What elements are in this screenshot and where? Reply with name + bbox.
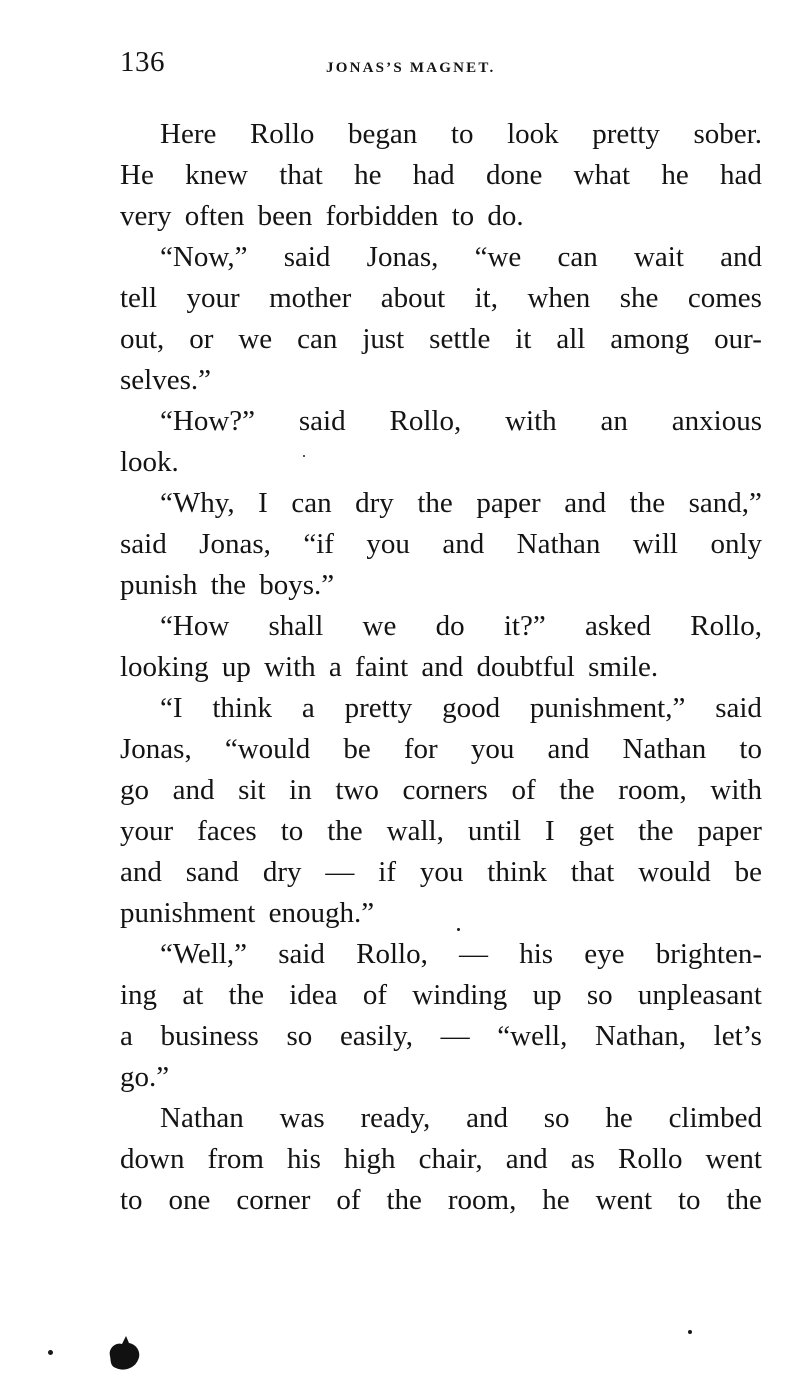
- text-line: a business so easily, — “well, Nathan, let’s: [120, 1020, 762, 1052]
- print-speck: [457, 928, 460, 931]
- text-line: punish the boys.”: [120, 569, 335, 601]
- text-line: Nathan was ready, and so he climbed: [160, 1102, 762, 1134]
- text-line: very often been forbidden to do.: [120, 200, 524, 232]
- text-line: selves.”: [120, 364, 211, 396]
- text-line: ing at the idea of winding up so unpleasant: [120, 979, 762, 1011]
- text-line: go.”: [120, 1061, 170, 1093]
- page-body-text: [120, 114, 762, 1221]
- text-line: “Why, I can dry the paper and the sand,”: [160, 487, 762, 519]
- print-speck: [688, 1330, 692, 1334]
- text-line: “How?” said Rollo, with an anxious: [160, 405, 762, 437]
- text-line: to one corner of the room, he went to the: [120, 1184, 762, 1216]
- text-line: “Now,” said Jonas, “we can wait and: [160, 241, 762, 273]
- text-line: and sand dry — if you think that would be: [120, 856, 762, 888]
- text-line: your faces to the wall, until I get the paper: [120, 815, 762, 847]
- text-line: Jonas, “would be for you and Nathan to: [120, 733, 762, 765]
- text-line: down from his high chair, and as Rollo went: [120, 1143, 762, 1175]
- page-header: [120, 46, 760, 86]
- text-line: looking up with a faint and doubtful smile.: [120, 651, 659, 683]
- print-speck: [303, 455, 305, 457]
- text-line: He knew that he had done what he had: [120, 159, 762, 191]
- text-line: “Well,” said Rollo, — his eye brighten-: [160, 938, 762, 970]
- text-line: go and sit in two corners of the room, with: [120, 774, 762, 806]
- text-line: look.: [120, 446, 179, 478]
- ink-blot: [104, 1334, 144, 1374]
- text-line: “I think a pretty good punishment,” said: [160, 692, 762, 724]
- page-number: 136: [120, 46, 165, 78]
- text-line: said Jonas, “if you and Nathan will only: [120, 528, 762, 560]
- running-title: JONAS’S MAGNET.: [326, 60, 496, 76]
- text-line: Here Rollo began to look pretty sober.: [160, 118, 762, 150]
- text-line: tell your mother about it, when she comes: [120, 282, 762, 314]
- print-speck: [48, 1350, 53, 1355]
- text-line: punishment enough.”: [120, 897, 375, 929]
- text-line: out, or we can just settle it all among our-: [120, 323, 762, 355]
- text-line: “How shall we do it?” asked Rollo,: [160, 610, 762, 642]
